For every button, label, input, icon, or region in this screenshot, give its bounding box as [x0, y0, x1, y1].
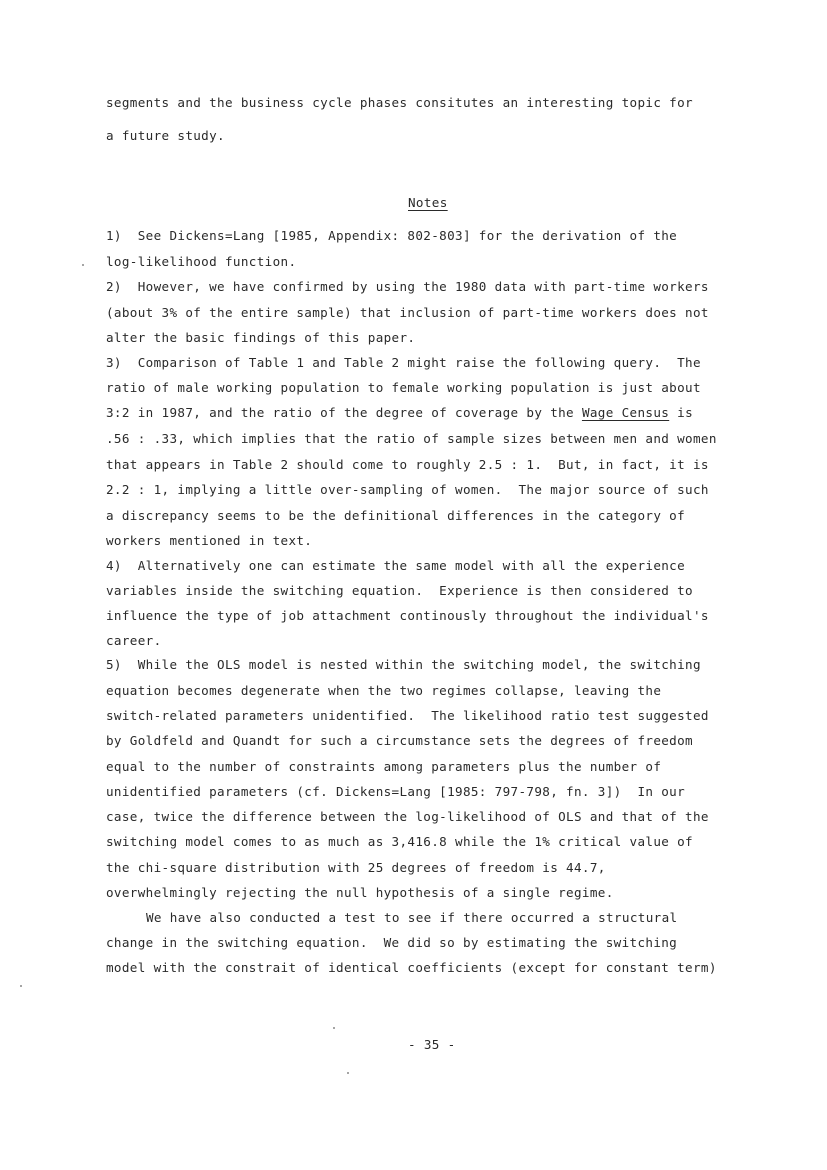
note-line: by Goldfeld and Quandt for such a circumstance sets the degrees of freedom: [106, 733, 693, 748]
note-line: 5) While the OLS model is nested within the switching model, the switching: [106, 657, 701, 672]
note-line: a discrepancy seems to be the definitional differences in the category of: [106, 508, 686, 523]
note-line: case, twice the difference between the log-likelihood of OLS and that of the: [106, 809, 709, 824]
note-line: change in the switching equation. We did so by estimating the switching: [106, 935, 678, 950]
note-line-text: 3:2 in 1987, and the ratio of the degree of coverage by the: [106, 405, 582, 420]
notes-heading: Notes: [408, 195, 448, 210]
note-line: 1) See Dickens=Lang [1985, Appendix: 802-803] for the derivation of the: [106, 228, 678, 243]
note-line: ratio of male working population to female working population is just about: [106, 380, 701, 395]
note-line: unidentified parameters (cf. Dickens=Lang [1985: 797-798, fn. 3]) In our: [106, 784, 686, 799]
note-line: equation becomes degenerate when the two regimes collapse, leaving the: [106, 683, 662, 698]
note-line: 2) However, we have confirmed by using the 1980 data with part-time workers: [106, 279, 709, 294]
note-line: workers mentioned in text.: [106, 533, 313, 548]
note-line: (about 3% of the entire sample) that inclusion of part-time workers does not: [106, 305, 709, 320]
note-line: influence the type of job attachment continously throughout the individual's: [106, 608, 709, 623]
note-line: switching model comes to as much as 3,416.8 while the 1% critical value of: [106, 834, 693, 849]
intro-line-2: a future study.: [106, 128, 225, 143]
note-line: 4) Alternatively one can estimate the same model with all the experience: [106, 558, 686, 573]
wage-census-title: Wage Census: [581, 405, 670, 420]
note-line: log-likelihood function.: [106, 254, 297, 269]
note-line: 2.2 : 1, implying a little over-sampling of women. The major source of such: [106, 482, 709, 497]
page-number: - 35 -: [408, 1037, 456, 1052]
note-line: 3) Comparison of Table 1 and Table 2 might raise the following query. The: [106, 355, 701, 370]
paragraph-first-line: We have also conducted a test to see if there occurred a structural: [146, 910, 678, 925]
scan-speck: [333, 1027, 335, 1029]
note-line: career.: [106, 633, 162, 648]
scan-speck: [20, 985, 22, 987]
scan-speck: [347, 1072, 349, 1074]
note-line: switch-related parameters unidentified. The likelihood ratio test suggested: [106, 708, 709, 723]
note-line-tail: is: [669, 405, 693, 420]
note-line: .56 : .33, which implies that the ratio of sample sizes between men and women: [106, 431, 717, 446]
note-line: the chi-square distribution with 25 degrees of freedom is 44.7,: [106, 860, 606, 875]
note-line: alter the basic findings of this paper.: [106, 330, 416, 345]
scan-speck: [82, 264, 84, 266]
note-line: overwhelmingly rejecting the null hypothesis of a single regime.: [106, 885, 614, 900]
note-line: equal to the number of constraints among parameters plus the number of: [106, 759, 662, 774]
note-line-wage-census: [106, 405, 693, 421]
intro-line-1: segments and the business cycle phases consitutes an interesting topic for: [106, 95, 693, 110]
note-line: that appears in Table 2 should come to roughly 2.5 : 1. But, in fact, it is: [106, 457, 709, 472]
note-line: variables inside the switching equation. Experience is then considered to: [106, 583, 693, 598]
note-line: model with the constrait of identical coefficients (except for constant term): [106, 960, 717, 975]
